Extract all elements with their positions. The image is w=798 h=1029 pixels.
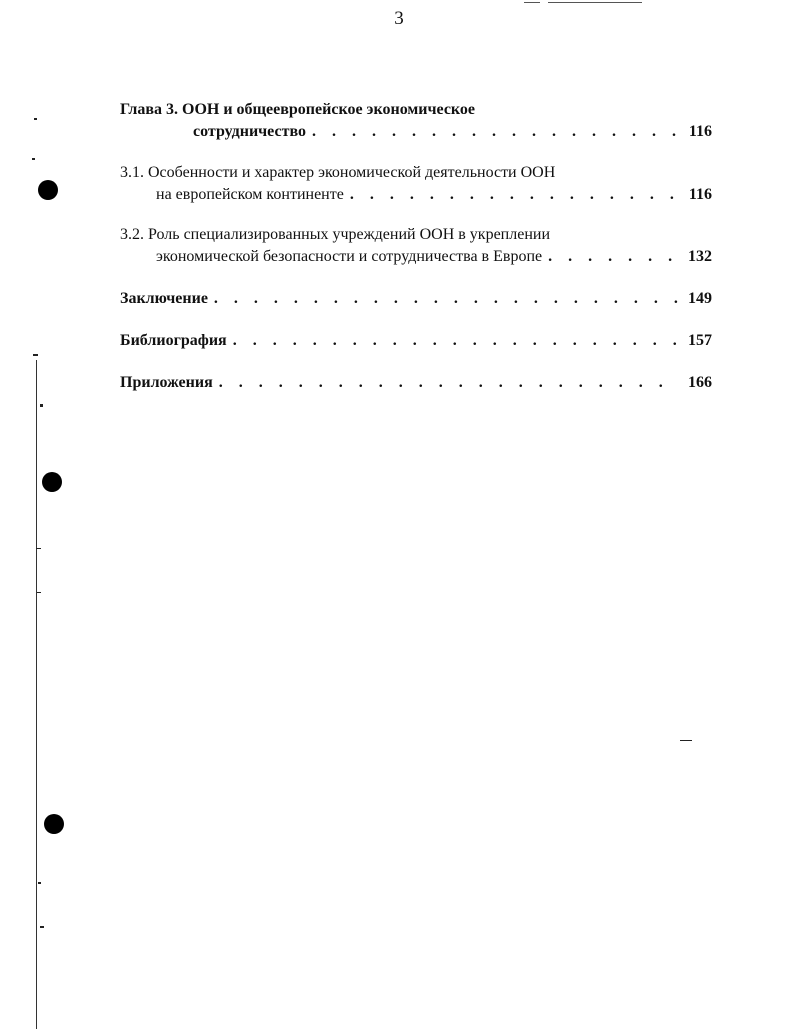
toc-entry-page: 116: [688, 123, 712, 140]
scan-margin-line: [36, 360, 37, 1029]
toc-entry-line: [120, 288, 712, 310]
scan-speck: [38, 882, 41, 884]
toc-entry-section-3-1: [120, 162, 712, 206]
dot-leader: [233, 330, 678, 352]
toc-entry-page: 166: [688, 374, 712, 391]
scan-speck: [37, 592, 41, 593]
toc-entry-title-continued: сотрудничество: [193, 123, 306, 140]
toc-entry-chapter-3: [120, 99, 712, 143]
page-number: 3: [394, 8, 404, 29]
dot-leader: [350, 184, 678, 206]
dot-leader: [548, 246, 678, 268]
toc-entry-title-continued: экономической безопасности и сотрудничества в Европе: [156, 248, 543, 265]
scan-speck: [40, 404, 43, 407]
toc-entry-page: 149: [688, 290, 712, 307]
scan-artifact-top-rule: [548, 2, 642, 3]
toc-entry-line: [120, 121, 712, 143]
toc-entry-line: [120, 224, 712, 246]
scan-speck: [33, 354, 38, 356]
scan-artifact-top-rule-short: [524, 2, 540, 3]
toc-entry-title: Заключение: [120, 290, 208, 307]
table-of-contents: [120, 99, 712, 394]
scan-speck: [40, 926, 44, 928]
toc-entry-line: [120, 162, 712, 184]
dot-leader: [219, 372, 678, 394]
toc-entry-title: Глава 3. ООН и общеевропейское экономическое: [120, 101, 476, 118]
toc-entry-line: [120, 99, 712, 121]
toc-entry-bibliography: [120, 330, 712, 352]
toc-entry-title: 3.1. Особенности и характер экономической деятельности ООН: [120, 164, 556, 181]
toc-entry-title-continued: на европейском континенте: [156, 186, 344, 203]
toc-entry-line: [120, 330, 712, 352]
scan-speck: [680, 740, 692, 741]
toc-entry-page: 116: [688, 186, 712, 203]
toc-entry-title: 3.2. Роль специализированных учреждений ООН в укреплении: [120, 226, 551, 243]
toc-entry-section-3-2: [120, 224, 712, 268]
scan-speck: [36, 548, 41, 549]
toc-entry-line: [120, 372, 712, 394]
toc-entry-page: 132: [688, 248, 712, 265]
dot-leader: [312, 121, 678, 143]
toc-entry-title: Библиография: [120, 332, 227, 349]
scan-speck: [32, 158, 35, 160]
toc-entry-conclusion: [120, 288, 712, 310]
toc-entry-title: Приложения: [120, 374, 213, 391]
scan-speck: [34, 118, 37, 120]
toc-entry-line: [120, 184, 712, 206]
toc-entry-line: [120, 246, 712, 268]
dot-leader: [214, 288, 678, 310]
toc-entry-page: 157: [688, 332, 712, 349]
punch-hole-top: [38, 180, 58, 200]
punch-hole-middle: [42, 472, 62, 492]
toc-entry-appendices: [120, 372, 712, 394]
punch-hole-bottom: [44, 814, 64, 834]
